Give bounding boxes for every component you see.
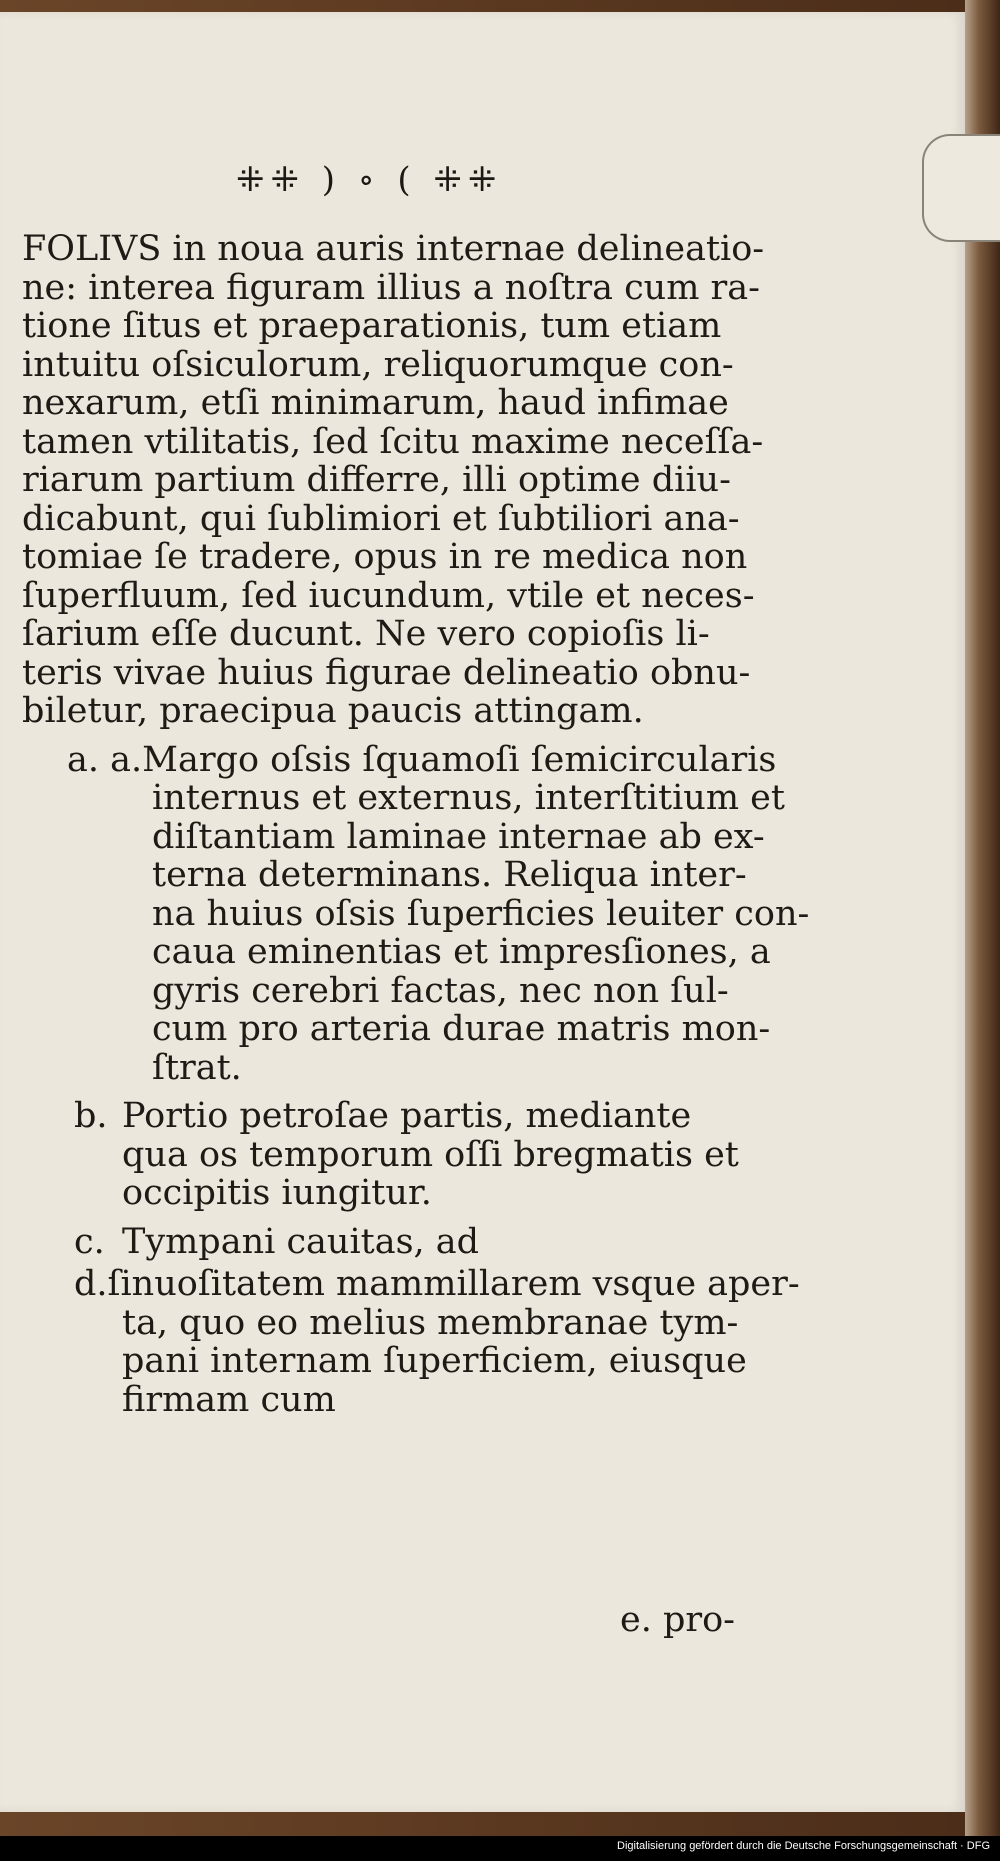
text-line: ne: interea figuram illius a noſtra cum ra- <box>22 267 760 308</box>
text-line: teris vivae huius figurae delineatio obnu- <box>22 652 751 693</box>
item-label: d. <box>74 1264 108 1304</box>
text-line: ſuperfluum, ſed iucundum, vtile et neces- <box>22 575 755 616</box>
item-text: occipitis iungitur. <box>122 1173 432 1213</box>
item-label: b. <box>74 1096 108 1136</box>
item-text: pani internam ſuperficiem, eiusque <box>122 1341 747 1381</box>
list-item-c <box>22 1223 752 1262</box>
digitization-credit: Digitalisierung gefördert durch die Deutsche Forschungsgemeinschaft · DFG <box>617 1840 990 1852</box>
item-text: Margo oſsis ſquamoſi ſemicircularis <box>142 739 777 780</box>
item-text: ſinuoſitatem mammillarem vsque aper- <box>107 1264 800 1304</box>
list-item-a <box>22 739 810 1088</box>
item-text: caua eminentias et impresſiones, a <box>152 932 771 972</box>
item-text: na huius oſsis ſuperficies leuiter con- <box>152 893 810 934</box>
item-text: firmam cum <box>122 1379 336 1420</box>
text-line: nexarum, etſi minimarum, haud infimae <box>22 383 729 423</box>
item-text: gyris cerebri factas, nec non ſul- <box>152 970 729 1011</box>
item-text: internus et externus, interſtitium et <box>152 778 785 818</box>
text-line: biletur, praecipua paucis attingam. <box>22 691 644 731</box>
item-text: terna determinans. Reliqua inter- <box>152 855 747 895</box>
page-tab-marker <box>922 134 1000 242</box>
text-line: tamen vtilitatis, ſed ſcitu maxime neceſſa- <box>22 421 764 462</box>
page-text <box>22 229 810 1420</box>
item-text: diſtantiam laminae internae ab ex- <box>152 816 765 857</box>
text-line: ſarium eſſe ducunt. Ne vero copioſis li- <box>22 614 710 654</box>
item-label: c. <box>74 1221 105 1262</box>
item-text: ta, quo eo melius membranae tym- <box>122 1302 739 1343</box>
item-text: qua os temporum oſſi bregmatis et <box>122 1134 739 1175</box>
item-text: cum pro arteria durae matris mon- <box>152 1009 771 1049</box>
text-line: riarum partium differre, illi optime diiu- <box>22 460 731 500</box>
text-line: dicabunt, qui ſublimiori et ſubtiliori ana- <box>22 498 740 539</box>
item-text: ſtrat. <box>152 1047 242 1088</box>
item-text: Tympani cauitas, ad <box>122 1221 480 1262</box>
book-edge <box>965 0 1000 1861</box>
page-header-ornament: ⁜⁜ ) ∘ ( ⁜⁜ <box>236 160 503 200</box>
item-label: a. a. <box>67 739 143 780</box>
text-line: FOLIVS in noua auris internae delineatio- <box>22 229 765 269</box>
text-line: tomiae ſe tradere, opus in re medica non <box>22 537 748 577</box>
list-item-b <box>22 1097 752 1213</box>
catchword: e. pro- <box>620 1600 735 1640</box>
list-item-d <box>22 1264 800 1420</box>
item-text: Portio petroſae partis, mediante <box>122 1096 692 1136</box>
text-line: intuitu oſsiculorum, reliquorumque con- <box>22 344 734 385</box>
text-line: tione ſitus et praeparationis, tum etiam <box>22 306 722 346</box>
